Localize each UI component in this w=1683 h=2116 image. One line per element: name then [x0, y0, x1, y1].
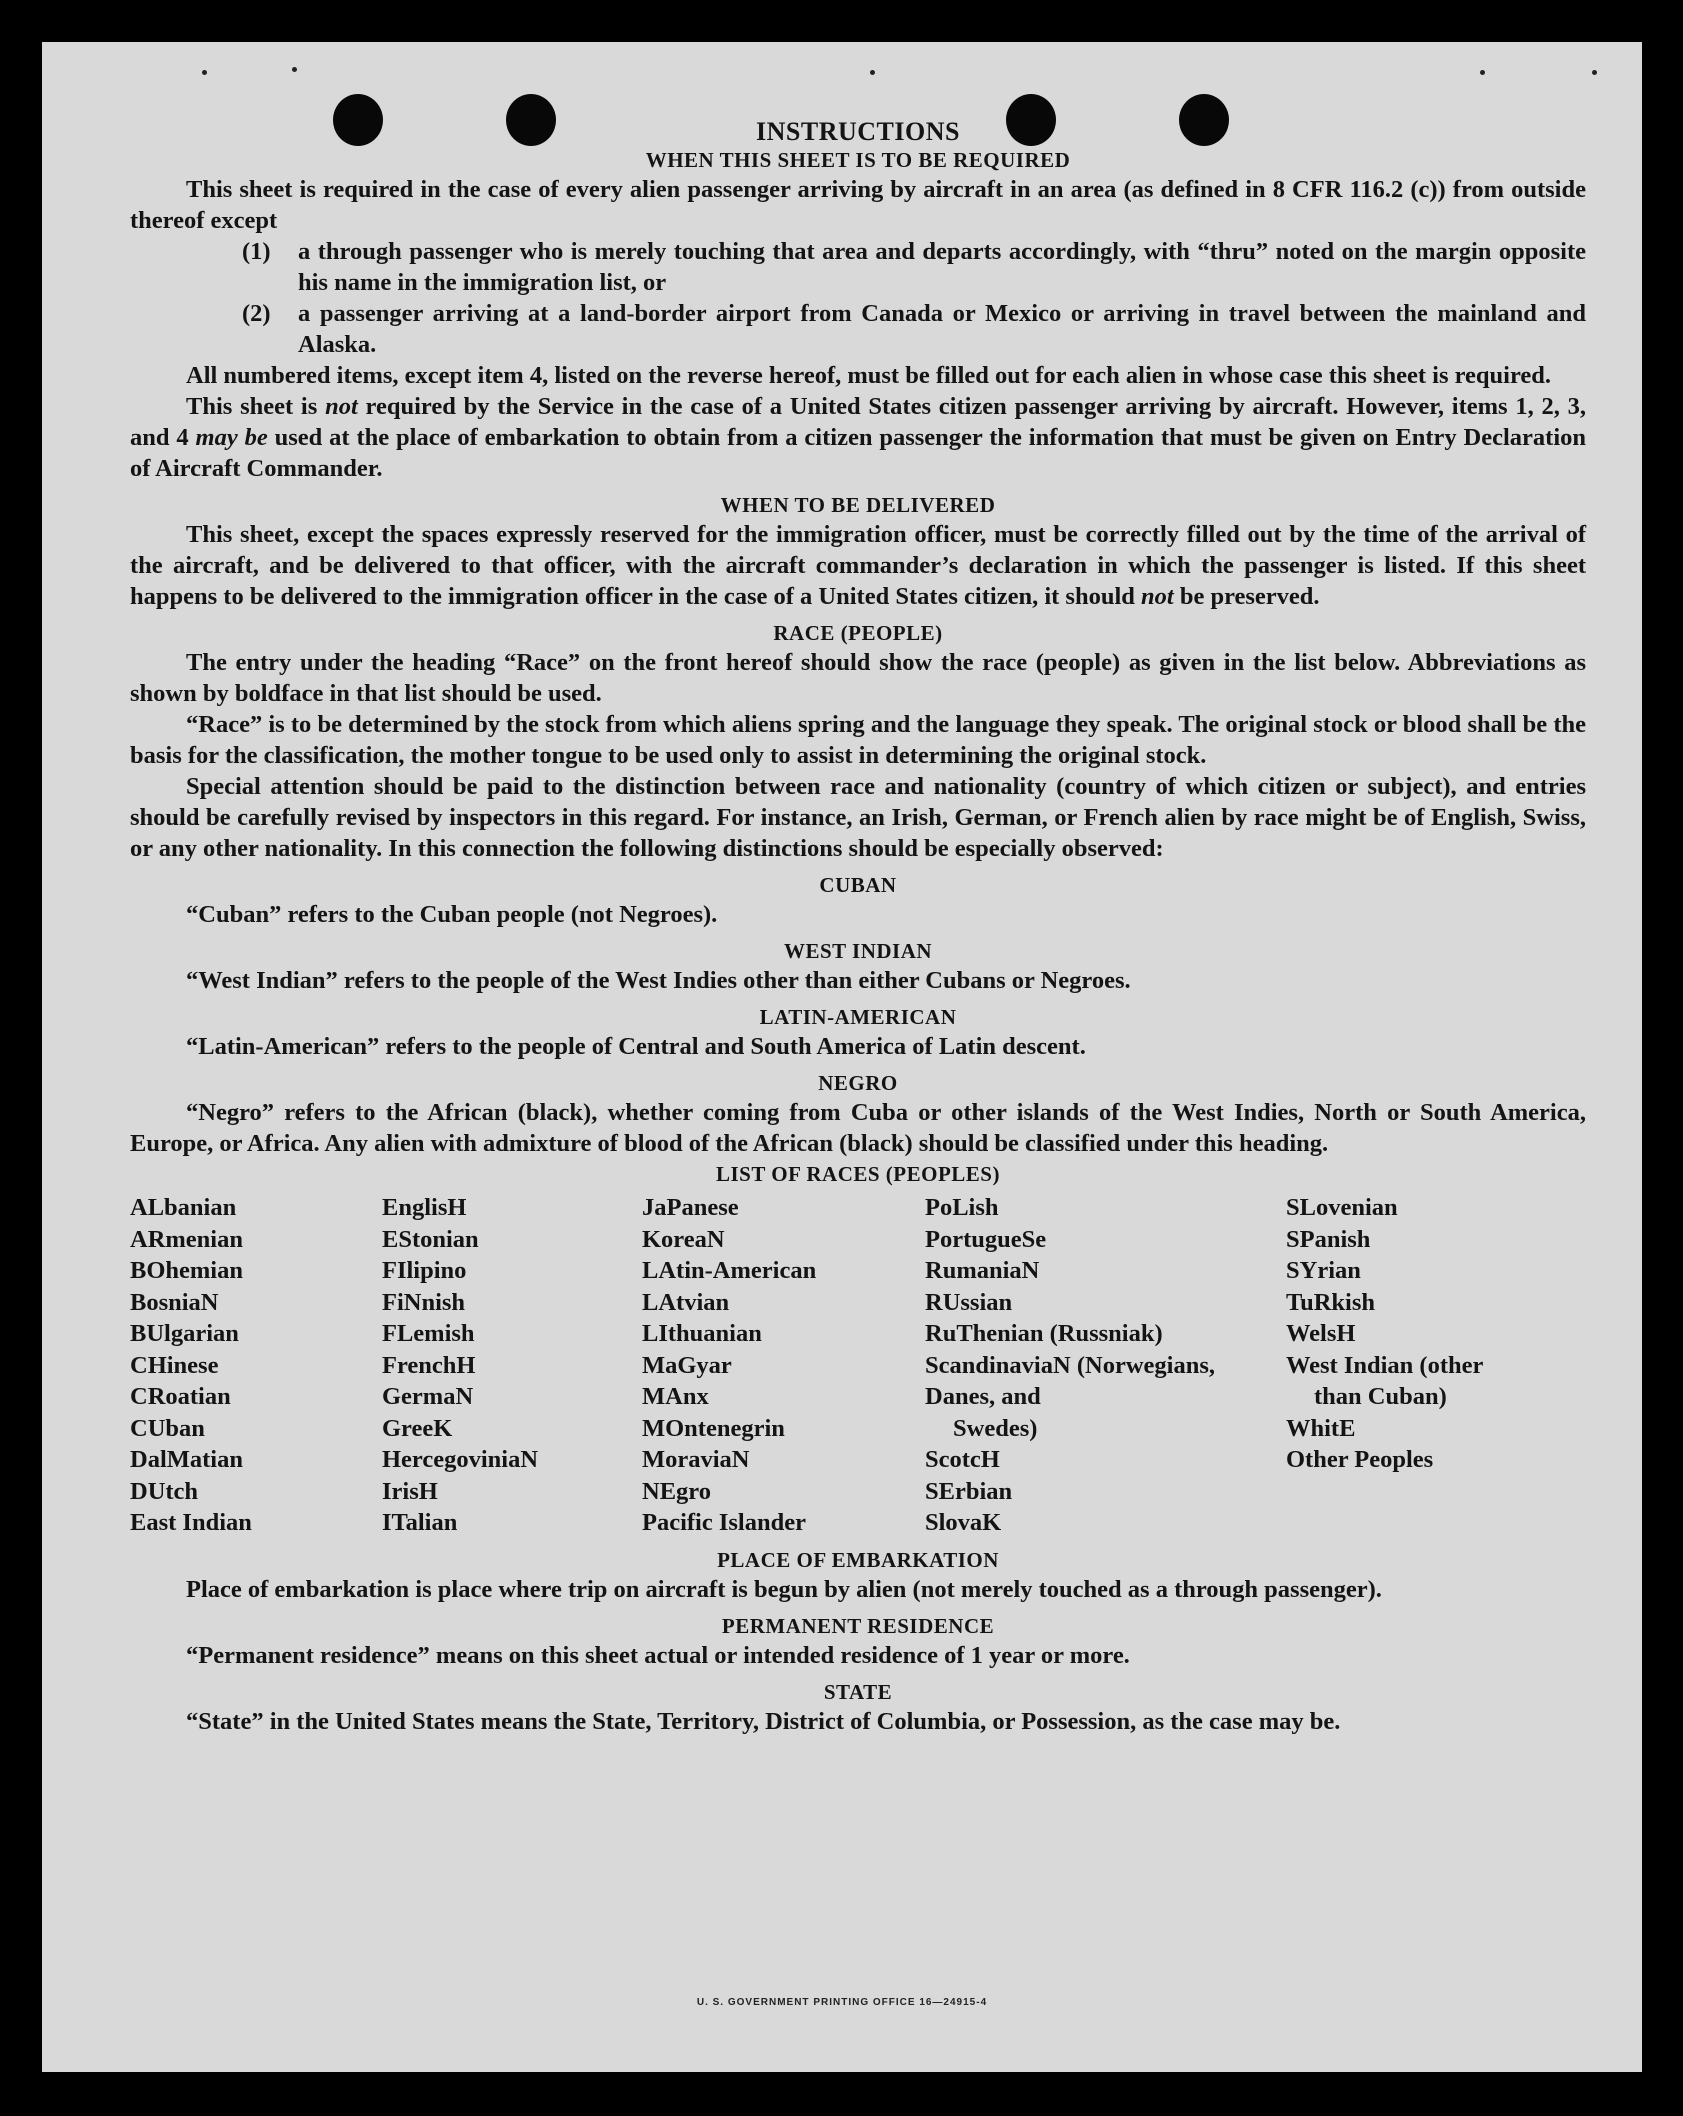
races-list — [130, 1192, 1586, 1539]
race-item: SPanish — [1286, 1225, 1371, 1253]
race-item: LAtin-American — [642, 1257, 817, 1284]
numbered-items-paragraph: All numbered items, except item 4, listed on the reverse hereof, must be filled out for each alien in whose case this sheet is required. — [186, 362, 1552, 389]
race-item: SLovenian — [1286, 1194, 1398, 1221]
heading-state: STATE — [823, 1679, 893, 1704]
exception-number: (2) — [242, 300, 271, 327]
staple-mark — [870, 70, 875, 75]
staple-mark — [1592, 70, 1597, 75]
heading-west-indian: WEST INDIAN — [783, 939, 933, 963]
race-item: West Indian (other than Cuban) — [1286, 1351, 1484, 1410]
residence-definition: “Permanent residence” means on this sheet actual or intended residence of 1 year or more. — [186, 1641, 1130, 1669]
title-instructions: INSTRUCTIONS — [756, 117, 960, 146]
race-item: RUssian — [925, 1288, 1013, 1316]
heading-list-of-races: LIST OF RACES (PEOPLES) — [716, 1162, 1000, 1186]
race-item: FiNnish — [382, 1288, 466, 1316]
race-item: RuThenian (Russniak) — [925, 1320, 1163, 1347]
required-intro: This sheet is required in the case of every alien passenger arriving by aircraft in an area (as defined in 8 CFR 116.2 (c)) from outside thereof except — [130, 176, 1586, 234]
embarkation-definition: Place of embarkation is place where trip on aircraft is begun by alien (not merely touched as a through passenger). — [186, 1575, 1382, 1603]
race-item: MOntenegrin — [642, 1414, 785, 1442]
heading-latin-american: LATIN-AMERICAN — [759, 1005, 957, 1029]
race-item: DUtch — [130, 1477, 199, 1505]
races-column — [642, 1192, 925, 1539]
printing-office-imprint: U. S. GOVERNMENT PRINTING OFFICE 16—24915-4 — [696, 1997, 988, 2008]
latin-american-definition: “Latin-American” refers to the people of Central and South America of Latin descent. — [186, 1033, 1086, 1060]
race-item: BosniaN — [130, 1288, 219, 1316]
heading-cuban: CUBAN — [819, 873, 897, 897]
race-item: SYrian — [1286, 1257, 1361, 1284]
race-item: ITalian — [382, 1509, 458, 1536]
heading-when-delivered: WHEN TO BE DELIVERED — [720, 493, 996, 517]
race-paragraph: “Race” is to be determined by the stock from which aliens spring and the language they speak. The original stock or blood shall be the basis for the classification, the mother tongue to be used only to assist in determining the original stock. — [130, 711, 1586, 769]
races-column — [1286, 1192, 1586, 1539]
heading-when-required: WHEN THIS SHEET IS TO BE REQUIRED — [645, 148, 1071, 172]
west-indian-definition: “West Indian” refers to the people of the West Indies other than either Cubans or Negroes. — [186, 967, 1131, 994]
race-item: Other Peoples — [1286, 1446, 1434, 1473]
race-item: FrenchH — [382, 1351, 476, 1379]
races-column — [925, 1192, 1286, 1539]
race-item: BUlgarian — [130, 1320, 239, 1347]
staple-mark — [202, 70, 207, 75]
race-item: PortugueSe — [925, 1225, 1047, 1253]
heading-race: RACE (PEOPLE) — [773, 621, 943, 645]
race-item: SlovaK — [925, 1509, 1002, 1536]
race-item: FIlipino — [382, 1257, 467, 1284]
heading-permanent-residence: PERMANENT RESIDENCE — [721, 1613, 995, 1638]
race-item: LIthuanian — [642, 1320, 762, 1347]
race-item: FLemish — [382, 1320, 475, 1347]
race-item: ARmenian — [130, 1225, 243, 1253]
race-item: WhitE — [1286, 1414, 1356, 1442]
exception-text: a passenger arriving at a land-border airport from Canada or Mexico or arriving in travel between the mainland and Alaska. — [298, 300, 1586, 358]
instructions-body — [130, 117, 1586, 1737]
race-item: GreeK — [382, 1414, 453, 1442]
race-item: MAnx — [642, 1383, 709, 1410]
exception-item — [130, 298, 1586, 360]
races-column — [382, 1192, 642, 1539]
cuban-definition: “Cuban” refers to the Cuban people (not Negroes). — [186, 901, 718, 928]
race-item: SErbian — [925, 1477, 1013, 1505]
heading-negro: NEGRO — [818, 1071, 898, 1095]
race-item: MoraviaN — [642, 1446, 750, 1473]
race-item: EStonian — [382, 1225, 479, 1253]
race-item: ScandinaviaN (Norwegians, Danes, and Swedes) — [925, 1351, 1215, 1442]
race-item: HercegoviniaN — [382, 1446, 539, 1473]
race-item: Pacific Islander — [642, 1509, 806, 1536]
race-item: ScotcH — [925, 1446, 1000, 1473]
heading-place-of-embarkation: PLACE OF EMBARKATION — [717, 1547, 999, 1572]
staple-mark — [292, 67, 297, 72]
state-definition: “State” in the United States means the State, Territory, District of Columbia, or Possession, as the case may be. — [186, 1707, 1341, 1735]
race-item: KoreaN — [642, 1225, 725, 1253]
race-item: PoLish — [925, 1194, 999, 1221]
race-item: CUban — [130, 1414, 205, 1442]
document-page — [42, 42, 1642, 2072]
delivered-paragraph: This sheet, except the spaces expressly reserved for the immigration officer, must be correctly filled out by the time of the arrival of the aircraft, and be delivered to that officer, with the aircraft commander’s declaration in which the passenger is listed. If this sheet happens to be delivered to the immigration officer in the case of a United States citizen, it should not be preserved. — [130, 521, 1586, 610]
race-item: TuRkish — [1286, 1288, 1376, 1316]
race-item: EnglisH — [382, 1194, 467, 1221]
race-item: East Indian — [130, 1509, 252, 1536]
citizen-paragraph: This sheet is not required by the Service in the case of a United States citizen passenger arriving by aircraft. However, items 1, 2, 3, and 4 may be used at the place of embarkation to obtain from a citizen passenger the information that must be given on Entry Declaration of Aircraft Commander. — [130, 393, 1587, 482]
exception-number: (1) — [242, 238, 271, 265]
race-item: WelsH — [1286, 1320, 1356, 1347]
race-item: DalMatian — [130, 1446, 243, 1473]
race-item: CRoatian — [130, 1383, 231, 1410]
race-item: RumaniaN — [925, 1257, 1040, 1284]
race-item: JaPanese — [642, 1194, 739, 1221]
race-item: MaGyar — [642, 1351, 732, 1379]
race-item: BOhemian — [130, 1257, 243, 1284]
race-item: CHinese — [130, 1351, 219, 1379]
race-paragraph: The entry under the heading “Race” on the front hereof should show the race (people) as given in the list below. Abbreviations as shown by boldface in that list should be used. — [130, 649, 1586, 707]
race-paragraph: Special attention should be paid to the distinction between race and nationality (country of which citizen or subject), and entries should be carefully revised by inspectors in this regard. For instance, an Irish, German, or French alien by race might be of English, Swiss, or any other nationality. In this connection the following distinctions should be especially observed: — [130, 773, 1586, 862]
race-item: LAtvian — [642, 1288, 730, 1316]
race-item: IrisH — [382, 1477, 438, 1505]
exception-item — [130, 236, 1586, 298]
negro-definition: “Negro” refers to the African (black), whether coming from Cuba or other islands of the West Indies, North or South America, Europe, or Africa. Any alien with admixture of blood of the African (black) should be classified under this heading. — [130, 1099, 1586, 1157]
staple-mark — [1480, 70, 1485, 75]
race-item: GermaN — [382, 1383, 474, 1410]
races-column — [130, 1192, 382, 1539]
exception-text: a through passenger who is merely touching that area and departs accordingly, with “thru” noted on the margin opposite his name in the immigration list, or — [298, 238, 1586, 296]
race-item: NEgro — [642, 1477, 711, 1505]
race-item: ALbanian — [130, 1194, 237, 1221]
